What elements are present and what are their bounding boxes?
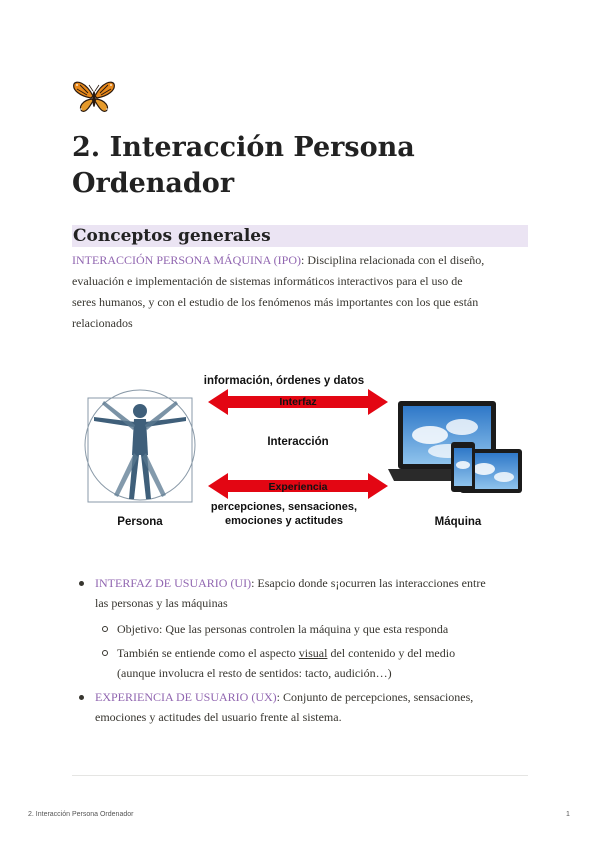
ux-term: EXPERIENCIA DE USUARIO (UX) [95, 690, 277, 704]
section-heading: Conceptos generales [72, 225, 528, 247]
interfaz-arrow [208, 389, 388, 415]
ui-term: INTERFAZ DE USUARIO (UI) [95, 576, 252, 590]
circle-bullet-icon [102, 626, 108, 632]
devices-image [388, 401, 522, 493]
persona-caption: Persona [117, 516, 163, 528]
ipo-term: INTERACCIÓN PERSONA MÁQUINA (IPO) [72, 253, 302, 267]
bullet-icon [79, 695, 84, 700]
bullet-icon [79, 581, 84, 586]
center-label: Interacción [267, 436, 329, 448]
document-page: 2. Interacción Persona Ordenador Conceptos generales INTERACCIÓN PERSONA MÁQUINA (IPO): Disciplina relacionada con el diseño, evaluación e implementación de sistemas informáticos interactivos para el uso de seres humanos, y con el estudio de los fenómenos más importantes con los que están relacionados información, órdenes y datos Interfaz Interacción Experiencia percepciones, sensaciones, emociones y actitudes Persona Máquina INTERFAZ DE USUARIO (UI): Esapcio donde s¡ocurren las interacciones entre las personas y las máquinas Objetivo: Que las personas controlen la máquina y que esta responda También se entiende como el aspecto visual del contenido y del medio (aunque involucra el resto de sentidos: tacto, audición…) EXPERIENCIA DE USUARIO (UX): Conjunto de percepciones, sensaciones, emociones y actitudes del usuario frente al sistema. 2. Interacción Persona Ordenador 1 [0, 0, 600, 848]
footer-title: 2. Interacción Persona Ordenador [28, 811, 134, 818]
interaction-diagram [80, 365, 530, 535]
circle-bullet-icon [102, 650, 108, 656]
persona-figure [85, 390, 195, 502]
ipo-paragraph: INTERACCIÓN PERSONA MÁQUINA (IPO): Disciplina relacionada con el diseño, evaluación e implementación de sistemas informáticos interactivos para el uso de seres humanos, y con el estudio de los fenómenos más importantes con los que están relacionados [72, 253, 485, 330]
maquina-caption: Máquina [434, 516, 482, 528]
arrow-bottom-label: Experiencia [268, 481, 328, 493]
page-title: 2. Interacción Persona Ordenador [72, 132, 415, 199]
bottom-label-1: percepciones, sensaciones, [210, 501, 358, 513]
divider [72, 775, 528, 776]
butterfly-icon [72, 80, 116, 114]
arrow-top-label: Interfaz [279, 396, 317, 408]
footer-page-number: 1 [566, 811, 570, 818]
experiencia-arrow [208, 473, 388, 499]
bottom-label-2: emociones y actitudes [225, 515, 343, 527]
top-label: información, órdenes y datos [203, 375, 365, 387]
underlined-visual: visual [298, 646, 328, 660]
